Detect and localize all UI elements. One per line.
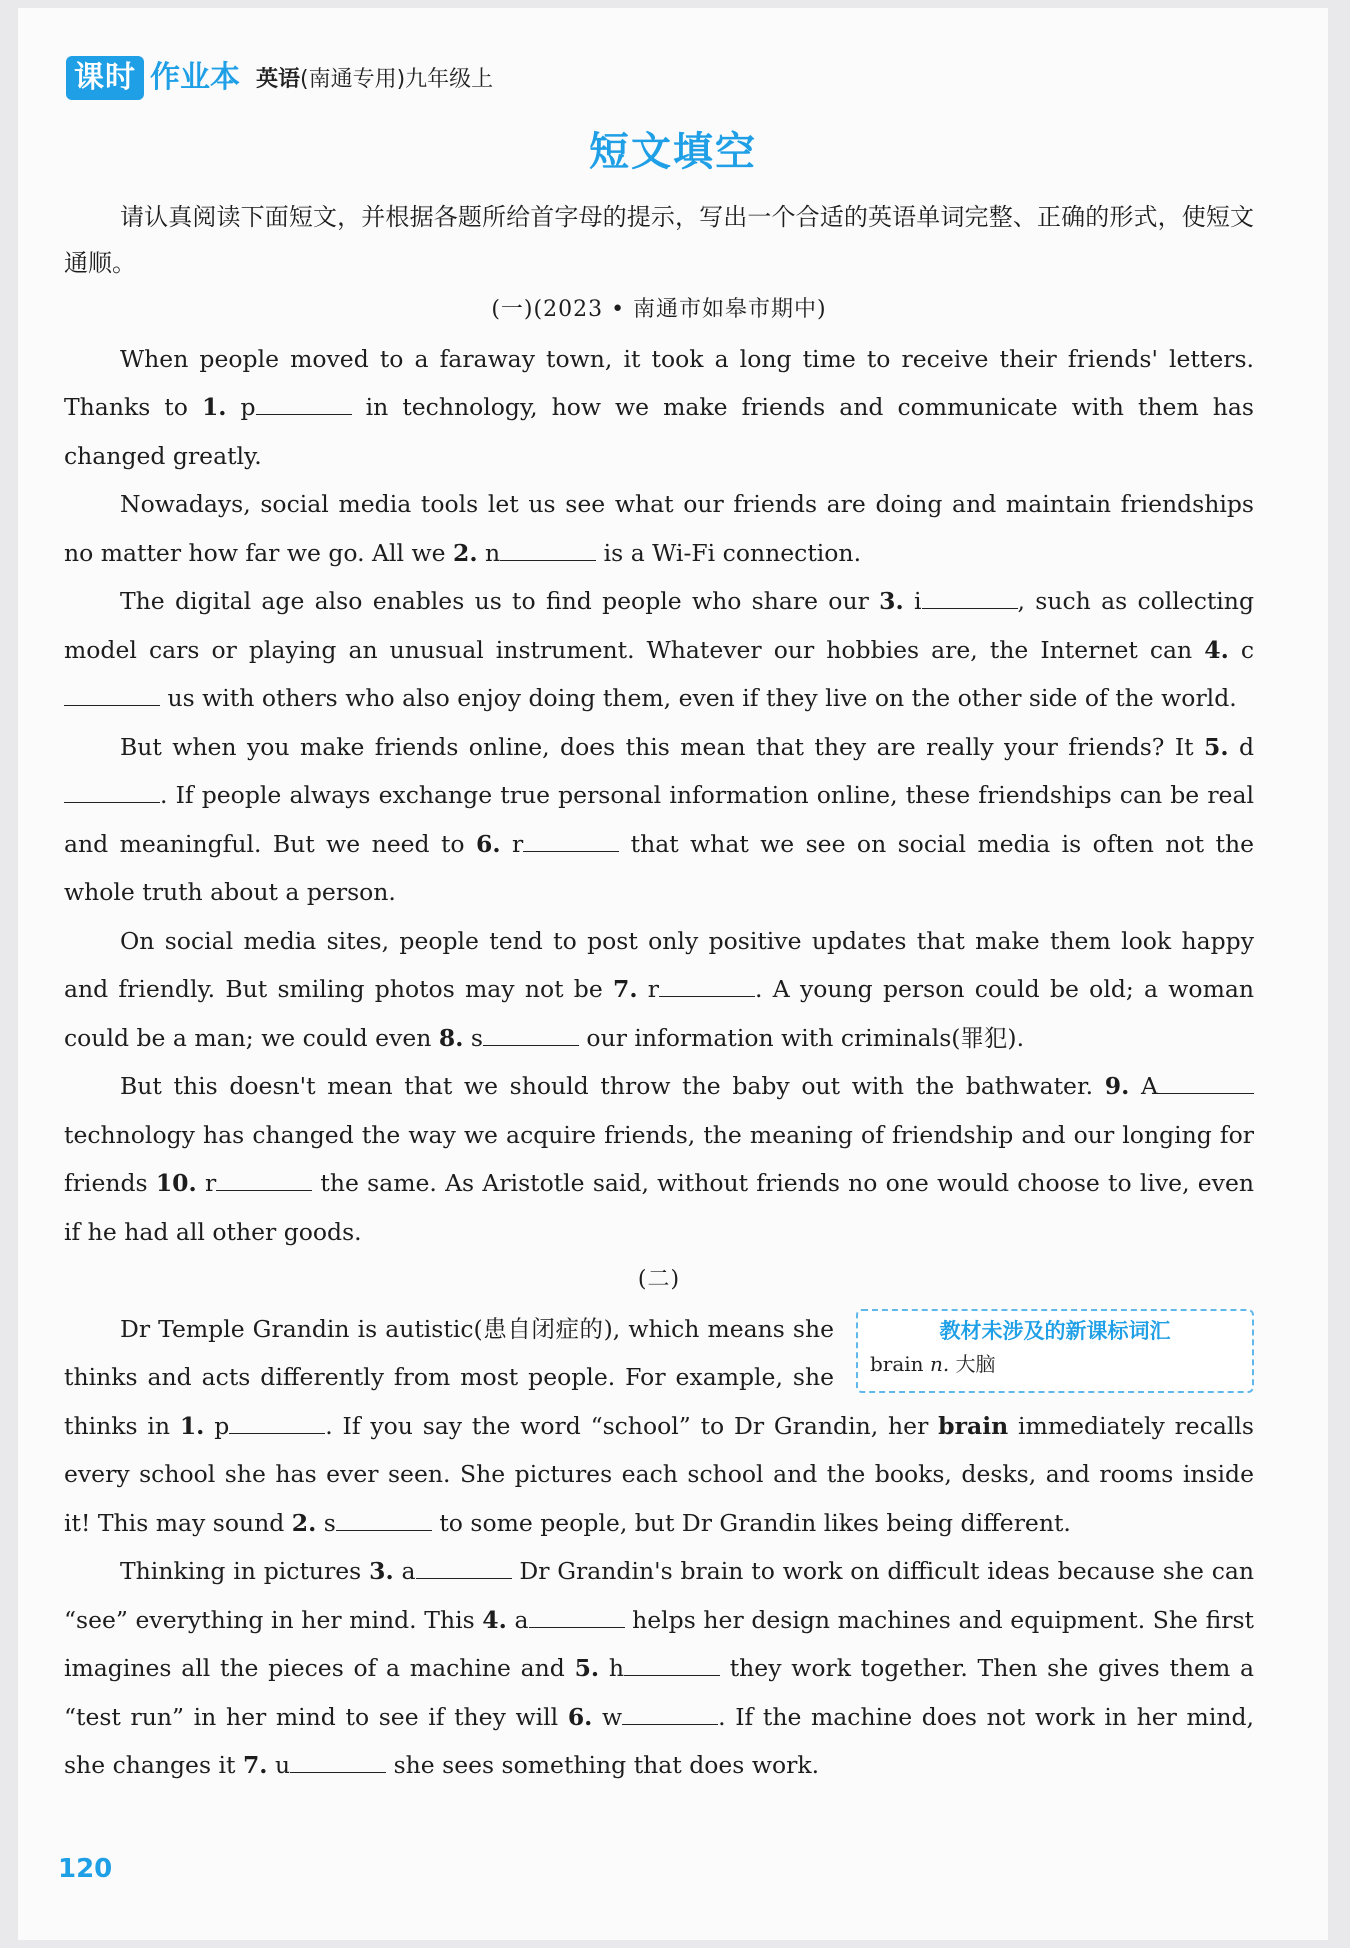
instruction-text: 请认真阅读下面短文，并根据各题所给首字母的提示，写出一个合适的英语单词完整、正确的形式，使短文通顺。 [64,203,1254,277]
passage1-paragraph-3: The digital age also enables us to find people who share our 3. i , such as collecting model cars or playing an unusual instrument. Whatever our hobbies are, the Internet can 4. c us with others who also enjoy doing them, even if they live on the other side of the world. [64,577,1254,723]
answer-blank-10[interactable] [216,1164,312,1191]
page-number: 120 [58,1854,113,1884]
answer-blank-7[interactable] [659,970,755,997]
page-title: 短文填空 [589,128,757,175]
answer-blank-3[interactable] [922,582,1018,609]
passage2-paragraph-1: 教材未涉及的新课标词汇 brain n. 大脑 Dr Temple Grandin is autistic(患自闭症的), which means she thinks and acts differently from most people. For example, she thinks in 1. p . If you say the word “school” to Dr Grandin, her brain immediately recalls every school she has ever seen. She pictures each school and the books, desks, and rooms inside it! This may sound 2. s to some people, but Dr Grandin likes being different. [64,1305,1254,1548]
vocab-note-box [856,1309,1254,1393]
answer-blank-2[interactable] [500,534,596,561]
answer-blank-5[interactable] [64,776,160,803]
answer-blank-2-7[interactable] [290,1746,386,1773]
passage1-paragraph-1: When people moved to a faraway town, it took a long time to receive their friends' letters. Thanks to 1. p in technology, how we make friends and communicate with them has changed greatly. [64,344,1254,470]
answer-blank-2-2[interactable] [336,1504,432,1531]
section-heading-2: (二) [637,1267,681,1292]
vocab-note-title: 教材未涉及的新课标词汇 [939,1318,1171,1343]
brand-name: 作业本 [150,60,240,95]
answer-blank-1[interactable] [256,388,352,415]
passage1-paragraph-2: Nowadays, social media tools let us see what our friends are doing and maintain friendships no matter how far we go. All we 2. n is a Wi-Fi connection. [64,490,1254,567]
exercise-content [64,194,1254,1790]
answer-blank-2-5[interactable] [624,1649,720,1676]
answer-blank-6[interactable] [523,825,619,852]
brand-logo: 课时 [66,56,144,100]
subject-label: 英语(南通专用)九年级上 [256,67,494,92]
answer-blank-4[interactable] [64,679,160,706]
page [18,8,1328,1940]
answer-blank-2-1[interactable] [229,1407,325,1434]
section-heading-1: (一)(2023 • 南通市如皋市期中) [491,297,827,322]
passage1-paragraph-6: But this doesn't mean that we should throw the baby out with the bathwater. 9. A technology has changed the way we acquire friends, the meaning of friendship and our longing for friends 10. r the same. As Aristotle said, without friends no one would choose to live, even if he had all other goods. [64,1062,1254,1256]
answer-blank-2-6[interactable] [622,1698,718,1725]
passage2-paragraph-2: Thinking in pictures 3. a Dr Grandin's brain to work on difficult ideas because she can “see” everything in her mind. This 4. a helps her design machines and equipment. She first imagines all the pieces of a machine and 5. h they work together. Then she gives them a “test run” in her mind to see if they will 6. w . If the machine does not work in her mind, she changes it 7. u she sees something that does work. [64,1547,1254,1790]
passage1-paragraph-4: But when you make friends online, does this mean that they are really your friends? It 5. d. If people always exchange true personal information online, these friendships can be real and meaningful. But we need to 6. r that what we see on social media is often not the whole truth about a person. [64,732,1254,906]
answer-blank-8[interactable] [483,1019,579,1046]
answer-blank-2-3[interactable] [416,1552,512,1579]
answer-blank-9[interactable] [1158,1067,1254,1094]
highlight-word-brain: brain [938,1411,1009,1440]
page-header [66,50,493,100]
answer-blank-2-4[interactable] [529,1601,625,1628]
passage1-paragraph-5: On social media sites, people tend to post only positive updates that make them look happy and friendly. But smiling photos may not be 7. r . A young person could be old; a woman could be a man; we could even 8. s our information with criminals(罪犯). [64,926,1254,1052]
vocab-entry: brain n. 大脑 [870,1351,996,1376]
